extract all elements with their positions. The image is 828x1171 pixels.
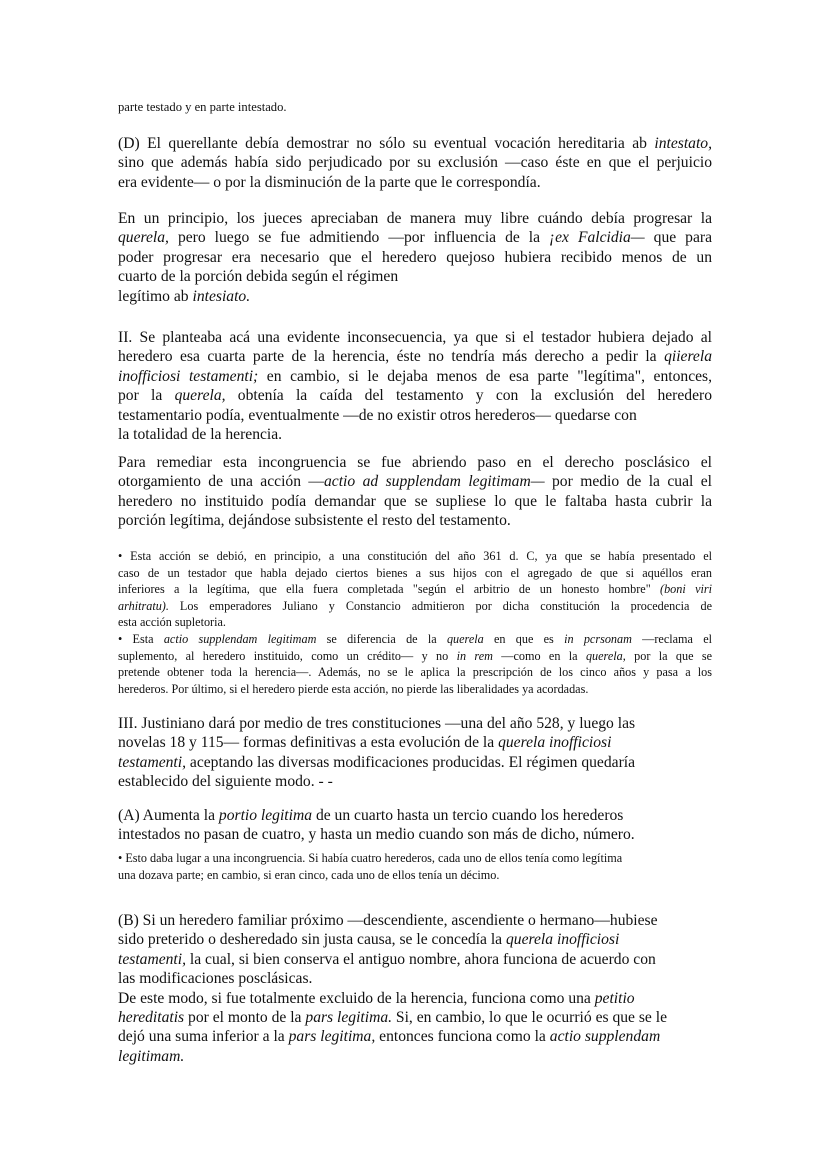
text-run: III. Justiniano dará por medio de tres constituciones —una del año 528, y luego las <box>118 715 636 732</box>
text-line <box>118 472 712 491</box>
footnote-block <box>118 548 712 697</box>
italic-text: (boni viri <box>660 582 712 597</box>
text-run: testamentario podía, eventualmente —de no existir otros herederos— quedarse con <box>118 406 637 424</box>
text-line <box>118 367 712 386</box>
text-run: obtenía la caída del testamento y con la exclusión del heredero <box>225 387 713 405</box>
text-line <box>118 565 712 582</box>
italic-text: hereditatis <box>118 1009 185 1027</box>
text-run: una dozava parte; en cambio, si eran cinco, cada uno de ellos tenía un décimo. <box>118 867 500 882</box>
italic-text: querela, <box>585 648 626 663</box>
italic-text: qiierela <box>664 348 712 366</box>
italic-text: testamenti, <box>118 950 186 968</box>
text-run: (B) Si un heredero familiar próximo —descendiente, ascendiente o hermano—hubiese <box>118 912 658 929</box>
text-run: (D) El querellante debía demostrar no sólo su eventual vocación hereditaria ab <box>118 135 655 152</box>
text-run: de un cuarto hasta un tercio cuando los herederos <box>312 807 624 824</box>
italic-text: querela <box>446 631 484 646</box>
paragraph-block <box>118 98 712 117</box>
italic-text: actio ad supplendam legitimam— <box>324 473 545 491</box>
text-run: otorgamiento de una acción — <box>118 473 324 491</box>
italic-text: pars legitima, <box>288 1028 376 1046</box>
paragraph-block <box>118 714 712 792</box>
paragraph-block <box>118 209 712 306</box>
text-line <box>118 753 712 772</box>
italic-text: in pcrsonam <box>564 631 632 646</box>
text-line <box>118 492 712 511</box>
text-run: pero luego se fue admitiendo —por influencia de la <box>168 229 550 247</box>
text-run: Los emperadores Juliano y Constancio admitieron por dicha constitución la procedencia de <box>168 598 712 613</box>
text-run: novelas 18 y 115— formas definitivas a esta evolución de la <box>118 734 499 752</box>
italic-text: actio supplendam legitimam <box>163 631 317 646</box>
italic-text: in rem <box>456 648 493 663</box>
italic-text: legitimam. <box>118 1047 185 1065</box>
text-run: De este modo, si fue totalmente excluido de la herencia, funciona como una <box>118 989 595 1007</box>
italic-text: pars legitima. <box>305 1009 393 1027</box>
text-line <box>118 1008 712 1027</box>
text-run: Para remediar esta incongruencia se fue abriendo paso en el derecho posclásico el <box>118 454 712 471</box>
text-run: cuarto de la porción debida según el régimen <box>118 268 399 286</box>
text-line <box>118 347 712 366</box>
text-line <box>118 989 712 1008</box>
text-run: legítimo ab <box>118 287 193 305</box>
text-run: establecido del siguiente modo. - - <box>118 773 333 791</box>
italic-text: ¡ex Falcidia— <box>549 229 645 247</box>
text-run: esta acción supletoria. <box>118 615 226 630</box>
text-run: entonces funciona como la <box>375 1028 550 1046</box>
text-line <box>118 386 712 405</box>
text-line <box>118 267 712 286</box>
text-line <box>118 598 712 615</box>
text-line <box>118 153 712 172</box>
text-run: la cual, si bien conserva el antiguo nombre, ahora funciona de acuerdo con <box>186 950 656 968</box>
text-run: heredero no instituido podía demandar que se supliese lo que le faltaba hasta cubrir la <box>118 492 712 510</box>
text-run: Si, en cambio, lo que le ocurrió es que se le <box>392 1009 668 1027</box>
text-line <box>118 911 712 930</box>
text-line <box>118 328 712 347</box>
text-line <box>118 950 712 969</box>
text-line <box>118 631 712 648</box>
text-run: por la que se <box>625 648 712 663</box>
italic-text: intestato, <box>654 135 712 152</box>
text-line <box>118 825 712 844</box>
text-run: intestados no pasan de cuatro, y hasta un medio cuando son más de dicho, número. <box>118 826 635 844</box>
text-line <box>118 548 712 565</box>
text-run: era evidente— o por la disminución de la parte que le correspondía. <box>118 173 541 191</box>
text-run: sido preterido o desheredado sin justa causa, se le concedía la <box>118 931 506 949</box>
text-line <box>118 648 712 665</box>
paragraph-block <box>118 911 712 1066</box>
text-run: caso de un testador que habla dejado ciertos bienes a sus hijos con el agregado de que si aquéllos eran <box>118 565 712 580</box>
text-line <box>118 850 712 867</box>
text-run: dejó una suma inferior a la <box>118 1028 289 1046</box>
text-run: la totalidad de la herencia. <box>118 426 283 444</box>
text-run: porción legítima, dejándose subsistente el resto del testamento. <box>118 512 511 530</box>
text-run: en cambio, si le dejaba menos de esa parte "legítima", entonces, <box>258 367 712 385</box>
text-run: en que es <box>483 631 565 646</box>
text-line <box>118 287 712 306</box>
text-line <box>118 806 712 825</box>
text-run: II. Se planteaba acá una evidente inconsecuencia, ya que si el testador hubiera dejado al <box>118 329 712 346</box>
paragraph-block <box>118 453 712 531</box>
text-run: pretende obtener toda la herencia—. Además, no se le aplica la prescripción de los cinco años y pasa a los <box>118 665 712 680</box>
text-line <box>118 930 712 949</box>
paragraph-block <box>118 134 712 192</box>
text-run: se diferencia de la <box>316 631 447 646</box>
text-line <box>118 681 712 698</box>
text-run: sino que además había sido perjudicado por su exclusión —caso éste en que el perjuicio <box>118 154 712 172</box>
text-run: inferiores a la legítima, que ella fuera completada "según el arbitrio de un honesto hombre" <box>118 582 661 597</box>
text-line <box>118 733 712 752</box>
text-run: heredero esa cuarta parte de la herencia, éste no tendría más derecho a pedir la <box>118 348 665 366</box>
italic-text: querela inofficiosi <box>505 931 620 949</box>
text-line <box>118 173 712 192</box>
italic-text: intesiato. <box>192 287 251 305</box>
text-line <box>118 453 712 472</box>
italic-text: inofficiosi testamenti; <box>118 367 259 385</box>
text-run: —como en la <box>492 648 586 663</box>
italic-text: portio legitima <box>218 807 313 824</box>
text-run: por medio de la cual el <box>544 473 712 491</box>
text-run: por la <box>118 387 175 405</box>
text-run: herederos. Por último, si el heredero pierde esta acción, no pierde las liberalidades ya acordadas. <box>118 681 589 696</box>
paragraph-block <box>118 328 712 444</box>
text-line <box>118 134 712 153</box>
text-line <box>118 511 712 530</box>
text-line <box>118 714 712 733</box>
text-run: • Esta acción se debió, en principio, a una constitución del año 361 d. C, ya que se había presentado el <box>118 549 712 563</box>
italic-text: querela, <box>118 229 169 247</box>
text-run: aceptando las diversas modificaciones producidas. El régimen quedaría <box>186 753 636 771</box>
italic-text: querela inofficiosi <box>498 734 612 752</box>
text-line <box>118 1047 712 1066</box>
paragraph-block <box>118 806 712 845</box>
text-line <box>118 1027 712 1046</box>
text-line <box>118 867 712 884</box>
text-line <box>118 969 712 988</box>
italic-text: petitio <box>594 989 635 1007</box>
text-line <box>118 614 712 631</box>
italic-text: querela, <box>174 387 226 405</box>
text-line <box>118 98 712 117</box>
text-line <box>118 248 712 267</box>
italic-text: actio supplendam <box>549 1028 661 1046</box>
text-line <box>118 228 712 247</box>
text-run: (A) Aumenta la <box>118 807 219 824</box>
italic-text: arhitratu). <box>118 598 169 613</box>
italic-text: testamenti, <box>118 753 186 771</box>
text-line <box>118 664 712 681</box>
text-run: por el monto de la <box>184 1009 306 1027</box>
text-line <box>118 581 712 598</box>
text-line <box>118 406 712 425</box>
text-run: las modificaciones posclásicas. <box>118 970 313 988</box>
text-line <box>118 425 712 444</box>
text-run: parte testado y en parte intestado. <box>118 100 287 114</box>
text-line <box>118 772 712 791</box>
text-line <box>118 209 712 228</box>
text-run: poder progresar era necesario que el heredero quejoso hubiera recibido menos de un <box>118 248 712 266</box>
text-run: que para <box>644 229 712 247</box>
text-run: suplemento, al heredero instituido, como un crédito— y no <box>118 648 457 663</box>
text-run: —reclama el <box>631 631 713 646</box>
text-run: • Esto daba lugar a una incongruencia. Si había cuatro herederos, cada uno de ellos tenía como legítima <box>118 851 623 865</box>
footnote-block <box>118 850 712 883</box>
text-run: • Esta <box>118 631 164 646</box>
text-run: En un principio, los jueces apreciaban de manera muy libre cuándo debía progresar la <box>118 210 712 227</box>
